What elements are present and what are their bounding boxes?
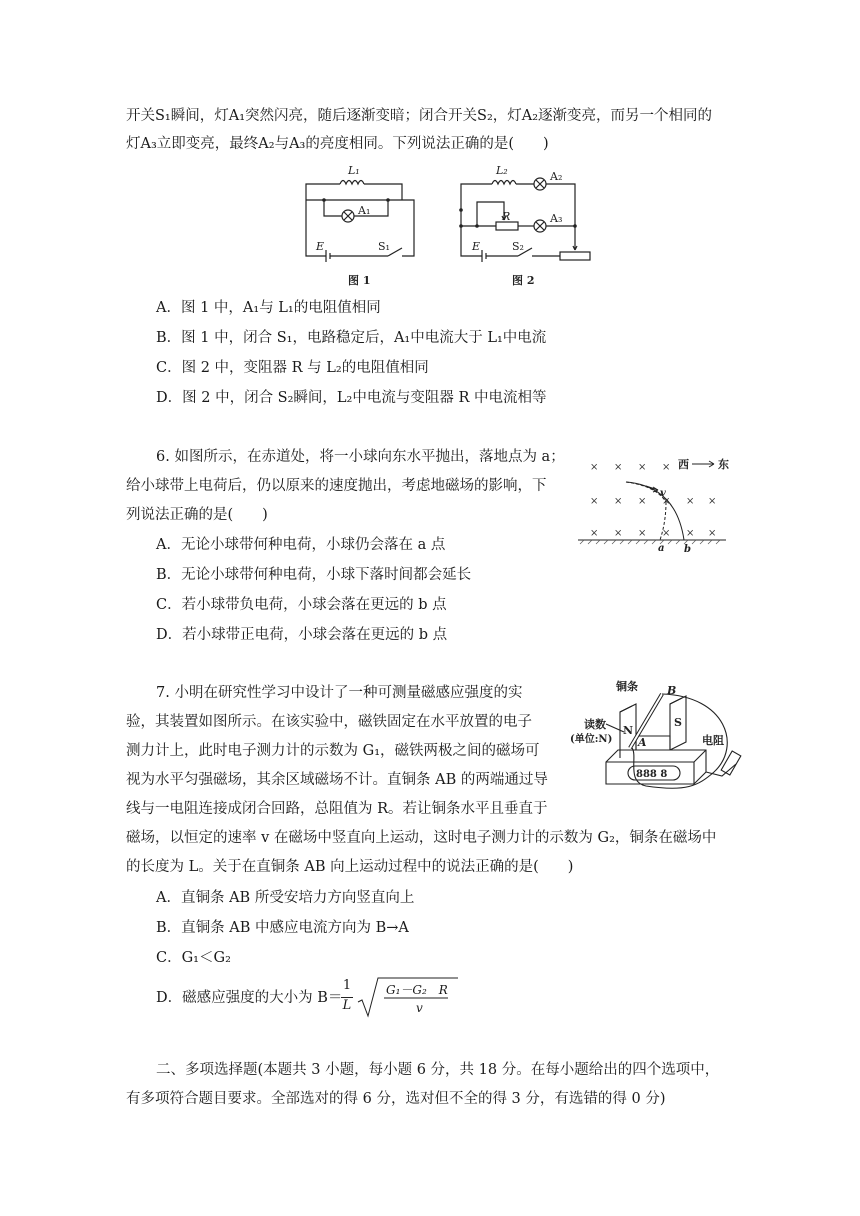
root-numerator: G₁－G₂ R [386, 983, 448, 997]
cross-mark: × [662, 462, 671, 473]
cross-mark: × [638, 496, 647, 507]
q7-stem-line-3: 测力计上，此时电子测力计的示数为 G₁，磁铁两极之间的磁场可 [126, 743, 540, 759]
fig2-source-label: E [472, 240, 481, 253]
root-denominator: v [416, 1001, 423, 1015]
q6-option-b: B．无论小球带何种电荷，小球下落时间都会延长 [156, 567, 472, 583]
cross-mark: × [590, 528, 599, 539]
figure-1-caption: 图 1 [348, 274, 371, 287]
fig2-switch-label: S₂ [512, 240, 524, 253]
direction-east-label: 东 [718, 458, 729, 471]
q6-stem-line-1: 6. 如图所示，在赤道处，将一小球向东水平抛出，落地点为 a； [156, 449, 565, 465]
fig2-lamp-top-label: A₂ [550, 170, 563, 183]
fig2-lamp-bottom-label: A₃ [550, 212, 563, 225]
section-2-heading-line-2: 有多项符合题目要求。全部选对的得 6 分，选对但不全的得 3 分，有选错的得 0 分) [126, 1091, 666, 1107]
figure-2-caption: 图 2 [512, 274, 535, 287]
fig2-inductor-label: L₂ [496, 164, 508, 177]
q5-circuit-figures [296, 160, 596, 292]
q7-apparatus-figure [566, 676, 746, 802]
q6-magnetic-field-figure [576, 452, 729, 556]
q5-stem-line-1: 开关S₁瞬间，灯A₁突然闪亮，随后逐渐变暗；闭合开关S₂，灯A₂逐渐变亮，而另一个相同的 [126, 108, 713, 124]
fraction-denominator: L [342, 998, 352, 1013]
fig1-lamp-label: A₁ [358, 204, 371, 217]
pole-n-label: N [623, 724, 634, 737]
q7-stem-line-2: 验，其装置如图所示。在该实验中，磁铁固定在水平放置的电子 [126, 714, 532, 730]
display-readout: 888 8 [636, 769, 668, 780]
q7-stem-line-5: 线与一电阻连接成闭合回路，总阻值为 R。若让铜条水平且垂直于 [126, 801, 548, 817]
cross-mark: × [614, 528, 623, 539]
q5-option-b: B．图 1 中，闭合 S₁，电路稳定后，A₁中电流大于 L₁中电流 [156, 330, 547, 346]
q7-stem-line-4: 视为水平匀强磁场，其余区域磁场不计。直铜条 AB 的两端通过导 [126, 772, 548, 788]
cross-mark: × [614, 496, 623, 507]
cross-mark: × [686, 528, 695, 539]
q6-stem-line-2: 给小球带上电荷后，仍以原来的速度抛出，考虑地磁场的影响，下 [126, 478, 547, 494]
point-a-label: a [658, 543, 665, 554]
q5-option-a: A．图 1 中，A₁与 L₁的电阻值相同 [156, 300, 381, 316]
cross-mark: × [662, 496, 671, 507]
q7-option-c: C．G₁＜G₂ [156, 950, 231, 966]
unit-label: (单位:N) [570, 734, 613, 745]
q5-option-d: D．图 2 中，闭合 S₂瞬间，L₂中电流与变阻器 R 中电流相等 [156, 390, 547, 406]
fig1-source-label: E [316, 240, 325, 253]
q5-stem-line-2: 灯A₃立即变亮，最终A₂与A₃的亮度相同。下列说法正确的是( ) [126, 136, 549, 152]
q7-stem-line-6: 磁场，以恒定的速率 v 在磁场中竖直向上运动，这时电子测力计的示数为 G₂，铜条在磁场中 [126, 830, 717, 846]
cross-mark: × [614, 462, 623, 473]
q5-option-c: C．图 2 中，变阻器 R 与 L₂的电阻值相同 [156, 360, 429, 376]
section-2-heading-line-1: 二、多项选择题(本题共 3 小题，每小题 6 分，共 18 分。在每小题给出的四个选项中， [156, 1062, 720, 1078]
cross-mark: × [590, 462, 599, 473]
point-a-label: A [638, 736, 647, 749]
copper-label: 铜条 [616, 680, 638, 693]
point-b-label: b [684, 544, 691, 555]
q7-option-b: B．直铜条 AB 中感应电流方向为 B→A [156, 920, 409, 936]
cross-mark: × [708, 528, 717, 539]
reading-label: 读数 [584, 718, 606, 731]
cross-mark: × [638, 528, 647, 539]
q6-option-a: A．无论小球带何种电荷，小球仍会落在 a 点 [156, 537, 446, 553]
pole-s-label: S [674, 716, 682, 729]
point-b-label: B [667, 684, 677, 697]
q6-option-c: C．若小球带负电荷，小球会落在更远的 b 点 [156, 597, 447, 613]
cross-mark: × [590, 496, 599, 507]
cross-mark: × [708, 496, 717, 507]
q6-stem-line-3: 列说法正确的是( ) [126, 507, 268, 523]
resistor-label: 电阻 [702, 734, 724, 747]
q7-option-d-prefix: D．磁感应强度的大小为 B＝ [156, 990, 343, 1006]
cross-mark: × [686, 496, 695, 507]
fraction-numerator: 1 [342, 978, 352, 993]
fig1-inductor-label: L₁ [348, 164, 360, 177]
fig2-resistor-label: R [502, 210, 511, 223]
q7-option-a: A．直铜条 AB 所受安培力方向竖直向上 [156, 890, 415, 906]
direction-west-label: 西 [678, 458, 689, 471]
q7-stem-line-1: 7. 小明在研究性学习中设计了一种可测量磁感应强度的实 [156, 685, 523, 701]
cross-mark: × [638, 462, 647, 473]
q6-option-d: D．若小球带正电荷，小球会落在更远的 b 点 [156, 627, 448, 643]
velocity-label: v [660, 488, 666, 499]
cross-mark: × [662, 528, 671, 539]
q7-stem-line-7: 的长度为 L。关于在直铜条 AB 向上运动过程中的说法正确的是( ) [126, 859, 574, 875]
fig1-switch-label: S₁ [378, 240, 390, 253]
